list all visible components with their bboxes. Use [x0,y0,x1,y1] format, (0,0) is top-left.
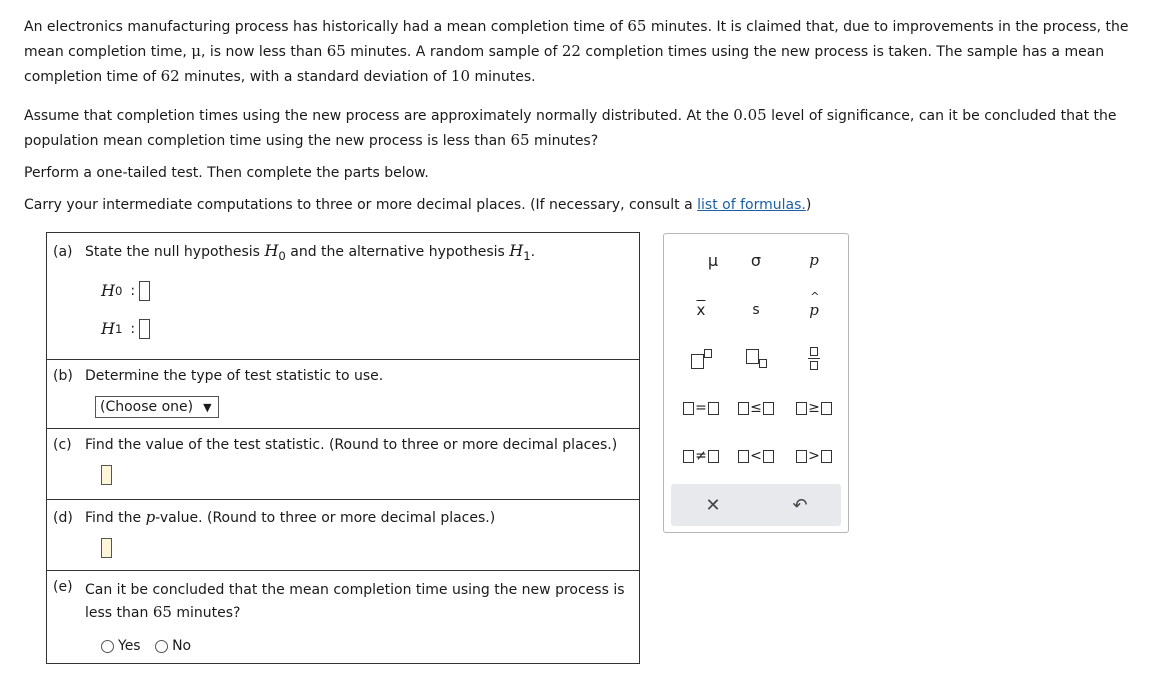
box-icon [796,450,807,463]
less-than-button[interactable] [726,442,786,470]
text: . [530,244,536,260]
sigma-button[interactable] [726,246,786,274]
radio-circle-icon [155,640,168,653]
box-icon [738,450,749,463]
yes-label: Yes [118,638,141,654]
fraction-bar-icon [808,358,820,359]
fraction-button[interactable] [784,344,844,372]
subscript: 1 [523,248,531,263]
text: Assume that completion times using the new process are approximately normally distributed. At the [24,108,734,124]
part-d [47,499,639,570]
sigma-icon: σ [750,250,762,270]
colon: : [130,282,136,299]
part-a-label: (a) [53,244,73,260]
greater-equal-button[interactable] [784,394,844,422]
text: An electronics manufacturing process has historically had a mean completion time of [24,19,628,35]
number: 65 [510,131,530,149]
text: minutes. A random sample of [345,44,562,60]
null-hypothesis-row [101,277,631,305]
part-b-label: (b) [53,368,73,384]
h1-label: H [101,319,115,339]
symbol-palette [663,233,849,533]
number: 65 [627,17,647,35]
radio-circle-icon [101,640,114,653]
base-box-icon [691,354,704,369]
subscript-box-icon [759,359,767,368]
superscript-button[interactable] [671,344,731,372]
equals-icon: = [695,400,707,416]
text: and the alternative hypothesis [285,244,510,260]
text: completion times using the new process is taken. The sample has a mean completion time of [24,44,1105,85]
part-c [47,428,639,499]
test-statistic-select[interactable] [95,396,219,418]
text: State the null hypothesis [85,244,265,260]
greater-equal-icon: ≥ [808,400,820,416]
subscript: 0 [278,248,286,263]
h0-symbol: H [264,241,279,260]
problem-paragraph-3: Perform a one-tailed test. Then complete the parts below. [24,165,429,181]
text: Find the value of the test statistic. (Round to three or more decimal places.) [85,437,618,453]
subscript: 0 [114,283,123,298]
part-a [47,233,639,359]
text: minutes, with a standard deviation of [179,69,451,85]
problem-paragraph-2 [24,103,1136,153]
question-parts [46,232,640,664]
part-e-question [85,579,631,624]
not-equal-icon: ≠ [695,448,707,464]
number: 0.05 [733,106,767,124]
no-label: No [172,638,192,654]
h1-symbol: H [509,241,524,260]
phat-button[interactable] [784,290,844,324]
box-icon [763,402,774,415]
box-icon [683,450,694,463]
text: Find the [85,510,146,526]
text: Carry your intermediate computations to three or more decimal places. (If necessary, consult a [24,197,698,213]
box-icon [708,402,719,415]
alt-hypothesis-input[interactable] [139,319,150,339]
text: -value. (Round to three or more decimal places.) [155,510,496,526]
problem-paragraph-1 [24,14,1136,89]
text: level of significance, can it be concluded that the population mean completion time using the new process is less than [24,108,1117,149]
text: minutes. [470,69,536,85]
s-button[interactable] [726,296,786,324]
box-icon [821,402,832,415]
mu-icon: μ [707,250,719,270]
number: 65 [326,42,346,60]
undo-button[interactable] [770,490,830,520]
denominator-box-icon [810,361,818,370]
number: 65 [152,603,172,621]
formulas-link[interactable]: list of formulas. [697,197,806,213]
less-than-icon: < [750,448,762,464]
part-c-label: (c) [53,437,72,453]
no-radio[interactable] [155,638,191,654]
text: Determine the type of test statistic to use. [85,368,384,384]
box-icon [683,402,694,415]
text: ) [805,197,812,213]
problem-paragraph-4 [24,193,1136,217]
box-icon [796,402,807,415]
box-icon [821,450,832,463]
subscript-button[interactable] [726,344,786,372]
text: , is now less than [201,44,327,60]
yes-no-radio-group [101,638,631,657]
problem-statement [24,14,1136,231]
subscript: 1 [114,321,123,336]
part-b [47,359,639,428]
text: minutes? [171,605,241,621]
test-statistic-input[interactable] [101,465,112,485]
palette-footer [671,484,841,526]
xbar-button[interactable] [671,296,731,324]
part-e [47,570,639,663]
null-hypothesis-input[interactable] [139,281,150,301]
part-e-label: (e) [53,579,73,595]
not-equal-button[interactable] [671,442,731,470]
number: 62 [160,67,180,85]
s-icon: s [752,302,760,318]
number: 10 [450,67,470,85]
greater-than-icon: > [808,448,820,464]
text: Can it be concluded that the mean completion time using the new process is less than [85,582,625,621]
yes-radio[interactable] [101,638,141,654]
p-icon: p [809,251,819,269]
clear-button[interactable] [683,490,743,520]
text: minutes. It is claimed that, due to improvements in the process, the mean completion time, [24,19,1129,60]
xbar-icon: $\overline{x}$ [696,301,706,319]
greater-than-button[interactable] [784,442,844,470]
box-icon [763,450,774,463]
select-value: (Choose one) [100,399,194,415]
alt-hypothesis-row [101,315,631,343]
part-d-label: (d) [53,510,73,526]
superscript-box-icon [704,349,712,358]
hat-icon: ^ [810,290,820,303]
close-icon: ✕ [705,494,721,516]
p-symbol: p [145,508,156,526]
undo-icon: ↶ [792,494,808,516]
phat-icon: p [809,301,819,319]
box-icon [738,402,749,415]
p-value-input[interactable] [101,538,112,558]
less-equal-icon: ≤ [750,400,762,416]
number: 22 [561,42,581,60]
numerator-box-icon [810,347,818,356]
less-equal-button[interactable] [726,394,786,422]
h0-label: H [101,281,115,301]
base-box-icon [746,349,759,364]
p-button[interactable] [784,246,844,274]
text: minutes? [529,133,599,149]
fraction-icon [808,347,820,370]
box-icon [708,450,719,463]
colon: : [130,320,136,337]
equals-button[interactable] [671,394,731,422]
mu-symbol: μ [191,42,201,60]
dropdown-arrow-icon: ▼ [203,400,212,414]
